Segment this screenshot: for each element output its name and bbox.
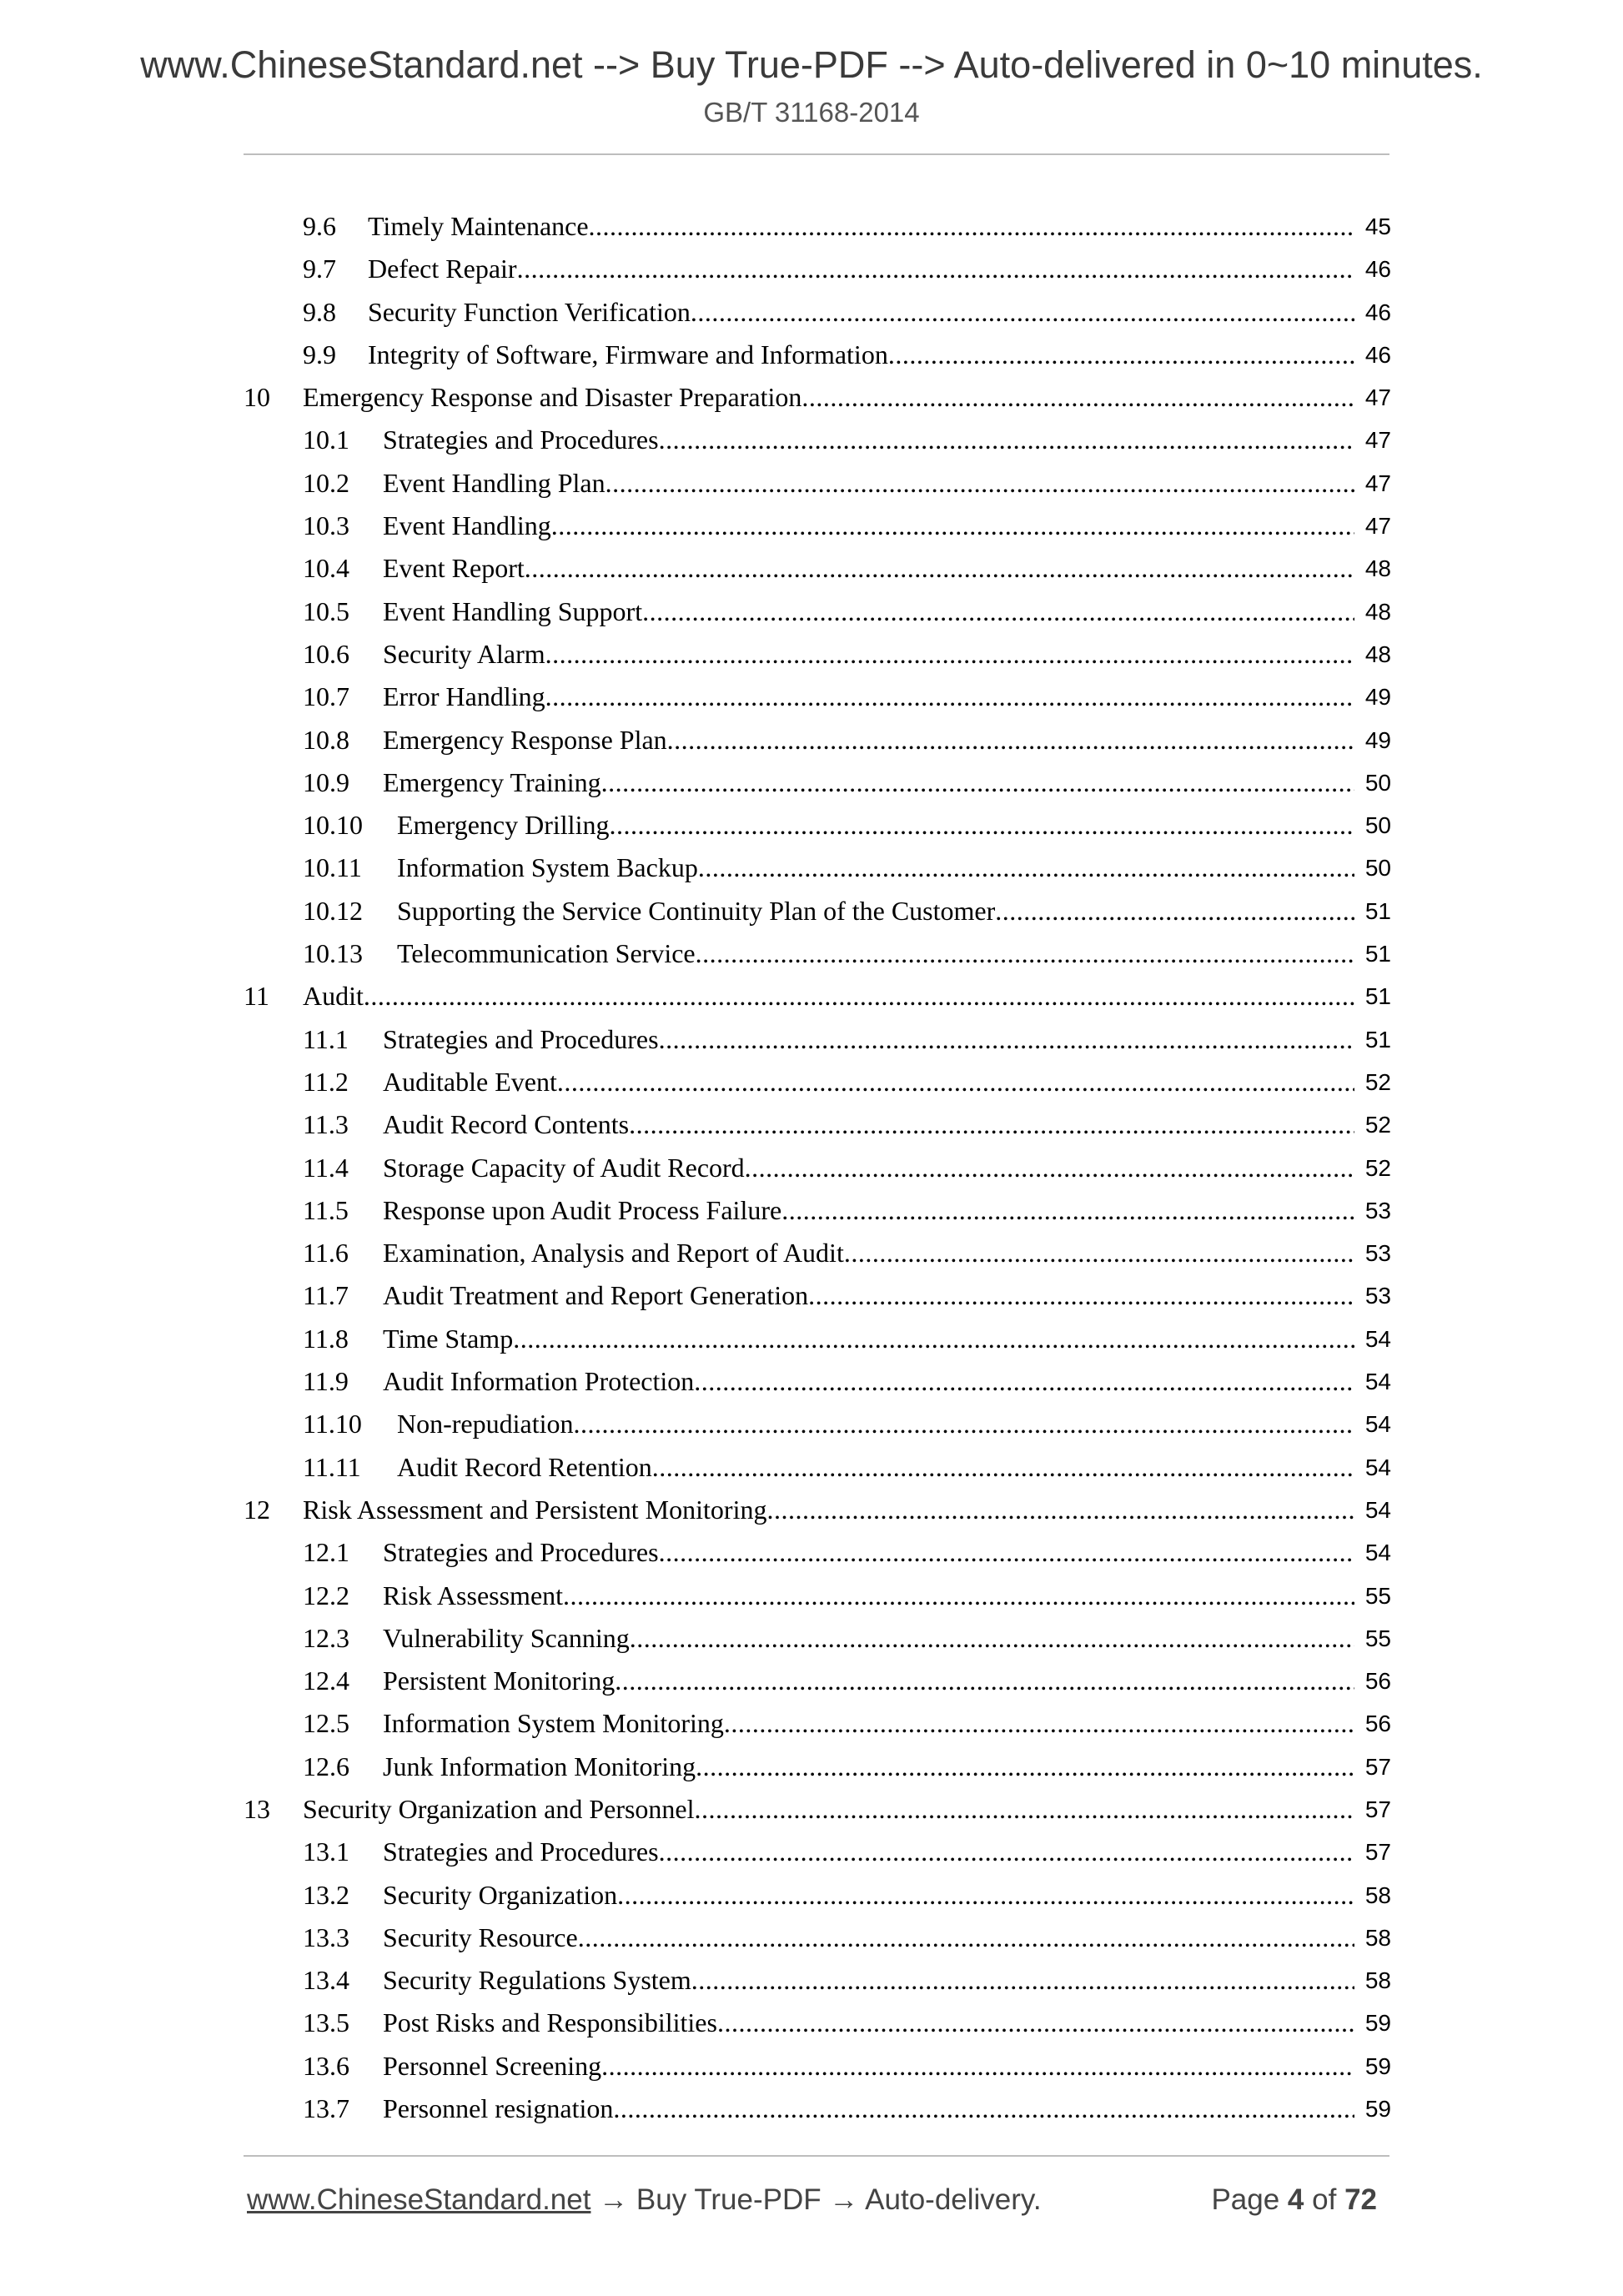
footer-divider [244, 2155, 1389, 2157]
toc-entry-page: 48 [1364, 555, 1391, 582]
toc-entry-title-line [383, 1147, 1354, 1189]
toc-entry-page: 47 [1364, 384, 1391, 411]
dot-leader [630, 1617, 1354, 1660]
toc-entry-page: 46 [1364, 341, 1391, 368]
toc-entry[interactable] [0, 1660, 1623, 1702]
toc-entry-number: 13.6 [303, 2050, 349, 2081]
dot-leader [844, 1232, 1354, 1274]
dot-leader [601, 761, 1354, 804]
toc-entry-page: 47 [1364, 470, 1391, 496]
toc-entry-title-line [303, 376, 1354, 419]
toc-entry-page: 58 [1364, 1882, 1391, 1908]
toc-entry-title-line [383, 505, 1354, 547]
toc-entry-number: 10.8 [303, 724, 349, 755]
toc-entry-title: Security Organization [383, 1879, 618, 1910]
toc-entry-number: 11.9 [303, 1366, 349, 1397]
toc-entry[interactable] [0, 932, 1623, 975]
toc-entry[interactable] [0, 248, 1623, 290]
toc-entry-title: Risk Assessment [383, 1580, 564, 1610]
dot-leader [525, 547, 1354, 590]
toc-entry-title-line [383, 1660, 1354, 1702]
dot-leader [513, 1318, 1354, 1360]
toc-entry[interactable] [0, 633, 1623, 676]
toc-entry-title: Audit Record Contents [383, 1109, 630, 1140]
dot-leader [517, 248, 1354, 290]
toc-entry[interactable] [0, 590, 1623, 633]
toc-entry-title-line [383, 462, 1354, 505]
toc-entry-title-line [383, 1874, 1354, 1917]
toc-entry-title-line [383, 2088, 1354, 2130]
dot-leader [695, 1788, 1354, 1831]
dot-leader [696, 932, 1354, 975]
toc-entry-page: 54 [1364, 1369, 1391, 1395]
toc-entry-number: 12.1 [303, 1537, 349, 1568]
toc-entry-title: Personnel Screening [383, 2050, 602, 2081]
toc-entry-title: Strategies and Procedures [383, 425, 659, 455]
toc-entry-page: 52 [1364, 1068, 1391, 1095]
toc-entry-page: 46 [1364, 256, 1391, 283]
toc-entry-title: Audit Record Retention [397, 1451, 652, 1482]
toc-entry-page: 55 [1364, 1625, 1391, 1651]
dot-leader [745, 1147, 1354, 1189]
toc-entry-page: 55 [1364, 1582, 1391, 1609]
toc-entry[interactable] [0, 847, 1623, 889]
toc-entry-title-line [383, 1232, 1354, 1274]
toc-entry[interactable] [0, 1831, 1623, 1873]
toc-entry-title: Strategies and Procedures [383, 1836, 659, 1867]
dot-leader [659, 1831, 1354, 1873]
dot-leader [694, 1360, 1354, 1403]
toc-entry-page: 45 [1364, 214, 1391, 239]
toc-entry-title-line [383, 1274, 1354, 1317]
dot-leader [659, 419, 1354, 461]
toc-entry-title: Risk Assessment and Persistent Monitoring [303, 1494, 767, 1525]
toc-entry-number: 10.3 [303, 510, 349, 541]
toc-entry-page: 54 [1364, 1496, 1391, 1523]
toc-entry[interactable] [0, 2045, 1623, 2088]
footer-left [247, 2183, 1042, 2217]
toc-entry-title: Supporting the Service Continuity Plan of the Customer [397, 895, 996, 926]
toc-entry-number: 13.1 [303, 1836, 349, 1867]
toc-entry[interactable] [0, 1318, 1623, 1360]
toc-entry-title-line [383, 1318, 1354, 1360]
toc-entry[interactable] [0, 1617, 1623, 1660]
toc-entry-number: 13.2 [303, 1879, 349, 1910]
toc-entry-page: 51 [1364, 1026, 1391, 1053]
toc-entry-title-line [383, 2045, 1354, 2088]
toc-entry-number: 9.6 [303, 211, 336, 241]
page-current: 4 [1287, 2183, 1304, 2216]
toc-entry[interactable] [0, 1103, 1623, 1146]
toc-entry-title: Junk Information Monitoring [383, 1751, 696, 1781]
toc-entry-number: 11.10 [303, 1409, 362, 1439]
toc-entry[interactable] [0, 890, 1623, 932]
toc-entry[interactable] [0, 1446, 1623, 1489]
dot-leader [659, 1018, 1354, 1061]
toc-entry-page: 56 [1364, 1711, 1391, 1737]
toc-entry[interactable] [0, 334, 1623, 376]
toc-entry[interactable] [0, 291, 1623, 334]
toc-entry[interactable] [0, 1403, 1623, 1445]
toc-entry-title: Strategies and Procedures [383, 1537, 659, 1568]
toc-entry[interactable] [0, 761, 1623, 804]
toc-entry-number: 10.10 [303, 810, 363, 841]
toc-entry-number: 13.5 [303, 2007, 349, 2038]
toc-entry[interactable] [0, 676, 1623, 718]
dot-leader [605, 462, 1354, 505]
toc-entry-page: 48 [1364, 598, 1391, 625]
toc-entry[interactable] [0, 1360, 1623, 1403]
toc-entry-number: 12.3 [303, 1622, 349, 1653]
toc-entry-title: Timely Maintenance [368, 211, 589, 241]
toc-entry-page: 58 [1364, 1924, 1391, 1951]
toc-entry-number: 10.9 [303, 766, 349, 797]
dot-leader [888, 334, 1354, 376]
toc-entry[interactable] [0, 804, 1623, 847]
toc-entry-page: 57 [1364, 1796, 1391, 1822]
toc-entry[interactable] [0, 2002, 1623, 2044]
footer-tagline: → Buy True-PDF → Auto-delivery. [590, 2183, 1042, 2216]
toc-entry[interactable] [0, 1746, 1623, 1788]
dot-leader [781, 1189, 1354, 1232]
toc-entry-number: 9.9 [303, 339, 336, 369]
toc-entry[interactable] [0, 1018, 1623, 1061]
toc-entry-page: 51 [1364, 897, 1391, 924]
dot-leader [801, 376, 1354, 419]
dot-leader [551, 505, 1354, 547]
toc-entry-page: 59 [1364, 2096, 1391, 2123]
toc-entry-number: 11.2 [303, 1066, 349, 1097]
page-total: 72 [1344, 2183, 1377, 2216]
toc-entry-title-line [368, 291, 1354, 334]
toc-entry-title: Security Function Verification [368, 296, 691, 327]
toc-entry-title: Audit [303, 981, 364, 1012]
footer-site-link[interactable]: www.ChineseStandard.net [247, 2183, 591, 2216]
toc-entry[interactable] [0, 1189, 1623, 1232]
dot-leader [995, 890, 1354, 932]
toc-entry[interactable] [0, 1959, 1623, 2002]
toc-entry-number: 13.3 [303, 1922, 349, 1952]
toc-entry-title-line [383, 1531, 1354, 1574]
toc-entry-title-line [397, 1403, 1354, 1445]
toc-entry-number: 12.4 [303, 1665, 349, 1696]
toc-entry-title-line [383, 1103, 1354, 1146]
toc-entry[interactable] [0, 205, 1623, 248]
toc-entry-page: 52 [1364, 1112, 1391, 1138]
toc-entry-number: 11.8 [303, 1323, 349, 1354]
dot-leader [659, 1531, 1354, 1574]
toc-entry[interactable] [0, 1531, 1623, 1574]
toc-entry-number: 10.7 [303, 681, 349, 712]
toc-entry-title-line [368, 334, 1354, 376]
toc-entry[interactable] [0, 505, 1623, 547]
toc-entry-number: 12.2 [303, 1580, 349, 1610]
dot-leader [545, 633, 1354, 676]
dot-leader [557, 1061, 1354, 1103]
toc-entry-title-line [368, 248, 1354, 290]
toc-entry-page: 52 [1364, 1154, 1391, 1181]
toc-entry[interactable] [0, 462, 1623, 505]
toc-entry-title: Response upon Audit Process Failure [383, 1194, 782, 1225]
toc-entry-title: Strategies and Procedures [383, 1023, 659, 1054]
toc-entry-page: 53 [1364, 1197, 1391, 1223]
toc-entry-title-line [383, 547, 1354, 590]
toc-entry-title: Telecommunication Service [397, 938, 696, 969]
toc-entry[interactable] [0, 1575, 1623, 1617]
toc-entry[interactable] [0, 376, 1623, 419]
toc-entry-title: Security Alarm [383, 638, 545, 669]
dot-leader [609, 804, 1354, 847]
toc-entry-number: 11.3 [303, 1109, 349, 1140]
toc-entry-title: Error Handling [383, 681, 545, 712]
toc-entry[interactable] [0, 1917, 1623, 1959]
toc-entry-number: 10.5 [303, 595, 349, 626]
dot-leader [578, 1917, 1354, 1959]
toc-entry-title: Information System Monitoring [383, 1708, 724, 1739]
toc-entry-title: Defect Repair [368, 254, 517, 284]
toc-entry-number: 10 [244, 382, 270, 413]
toc-entry-title: Audit Treatment and Report Generation [383, 1280, 809, 1311]
toc-entry-title-line [383, 676, 1354, 718]
toc-entry[interactable] [0, 1874, 1623, 1917]
toc-entry-number: 11.7 [303, 1280, 349, 1311]
toc-entry-title-line [383, 1018, 1354, 1061]
toc-entry-title: Time Stamp [383, 1323, 514, 1354]
toc-entry-page: 56 [1364, 1668, 1391, 1695]
dot-leader [364, 975, 1354, 1017]
toc-entry-title: Security Resource [383, 1922, 578, 1952]
toc-entry-title: Security Regulations System [383, 1965, 691, 1996]
toc-entry-title: Security Organization and Personnel [303, 1793, 695, 1824]
toc-entry-number: 11.11 [303, 1451, 361, 1482]
dot-leader [691, 291, 1354, 334]
toc-entry-number: 11.1 [303, 1023, 349, 1054]
toc-entry-title-line [383, 419, 1354, 461]
dot-leader [698, 847, 1354, 889]
header-divider [244, 153, 1389, 155]
toc-entry-number: 13 [244, 1793, 270, 1824]
toc-entry-title: Non-repudiation [397, 1409, 574, 1439]
toc-entry-title: Storage Capacity of Audit Record [383, 1152, 745, 1183]
of-word: of [1312, 2183, 1337, 2216]
toc-entry-title-line [383, 633, 1354, 676]
toc-entry-title-line [303, 1489, 1354, 1531]
toc-entry-page: 58 [1364, 1967, 1391, 1994]
dot-leader [545, 676, 1354, 718]
toc-entry-title-line [397, 804, 1354, 847]
toc-entry-number: 11.4 [303, 1152, 349, 1183]
toc-entry-page: 47 [1364, 513, 1391, 540]
toc-entry[interactable] [0, 1788, 1623, 1831]
toc-entry-number: 10.11 [303, 852, 362, 883]
toc-entry-title: Emergency Response Plan [383, 724, 667, 755]
toc-entry-title-line [383, 719, 1354, 761]
dot-leader [613, 2088, 1354, 2130]
header-banner: www.ChineseStandard.net --> Buy True-PDF --> Auto-delivered in 0~10 minutes. [140, 43, 1483, 86]
toc-entry-number: 10.12 [303, 895, 363, 926]
toc-entry-title: Event Handling Support [383, 595, 643, 626]
toc-entry-number: 10.4 [303, 553, 349, 584]
toc-entry[interactable] [0, 1489, 1623, 1531]
toc-entry-title: Post Risks and Responsibilities [383, 2007, 717, 2038]
toc-entry-title: Event Handling Plan [383, 467, 605, 498]
dot-leader [724, 1702, 1354, 1745]
toc-entry-title: Auditable Event [383, 1066, 557, 1097]
toc-entry-title-line [383, 1360, 1354, 1403]
toc-entry-title-line [383, 1702, 1354, 1745]
toc-entry-page: 59 [1364, 2052, 1391, 2079]
toc-entry[interactable] [0, 1061, 1623, 1103]
dot-leader [696, 1746, 1354, 1788]
dot-leader [691, 1959, 1354, 2002]
toc-entry-number: 13.7 [303, 2093, 349, 2124]
toc-entry-number: 12 [244, 1494, 270, 1525]
toc-entry-title: Audit Information Protection [383, 1366, 695, 1397]
toc-entry-title: Integrity of Software, Firmware and Information [368, 339, 888, 369]
dot-leader [574, 1403, 1355, 1445]
toc-entry-page: 54 [1364, 1540, 1391, 1566]
toc-entry-title: Emergency Drilling [397, 810, 610, 841]
toc-entry-page: 54 [1364, 1411, 1391, 1438]
toc-entry-page: 49 [1364, 684, 1391, 711]
toc-entry-title-line [397, 847, 1354, 889]
toc-entry-title-line [397, 932, 1354, 975]
dot-leader [652, 1446, 1354, 1489]
toc-entry-number: 11.5 [303, 1194, 349, 1225]
toc-entry-page: 53 [1364, 1240, 1391, 1267]
toc-entry-title-line [397, 1446, 1354, 1489]
toc-entry-title: Vulnerability Scanning [383, 1622, 630, 1653]
toc-entry[interactable] [0, 1147, 1623, 1189]
toc-entry-page: 46 [1364, 299, 1391, 325]
toc-entry-number: 10.2 [303, 467, 349, 498]
toc-entry-title-line [383, 1917, 1354, 1959]
dot-leader [629, 1103, 1354, 1146]
toc-entry-number: 10.13 [303, 938, 363, 969]
toc-entry[interactable] [0, 1274, 1623, 1317]
toc-entry[interactable] [0, 719, 1623, 761]
toc-entry-page: 57 [1364, 1839, 1391, 1866]
toc-entry-page: 54 [1364, 1454, 1391, 1480]
dot-leader [717, 2002, 1354, 2044]
page-indicator [1211, 2183, 1377, 2217]
toc-entry-title-line [383, 761, 1354, 804]
toc-entry-title-line [383, 1831, 1354, 1873]
toc-entry-title: Emergency Response and Disaster Preparation [303, 382, 802, 413]
dot-leader [808, 1274, 1354, 1317]
toc-entry-title-line [383, 1746, 1354, 1788]
toc-entry-number: 9.8 [303, 296, 336, 327]
toc-entry-page: 50 [1364, 812, 1391, 839]
dot-leader [601, 2045, 1354, 2088]
toc-entry-number: 11.6 [303, 1238, 349, 1269]
toc-entry[interactable] [0, 1702, 1623, 1745]
dot-leader [766, 1489, 1354, 1531]
toc-entry-number: 9.7 [303, 254, 336, 284]
toc-entry-title-line [303, 1788, 1354, 1831]
toc-entry-number: 10.1 [303, 425, 349, 455]
toc-entry-number: 13.4 [303, 1965, 349, 1996]
toc-entry-title-line [383, 1575, 1354, 1617]
toc-entry-page: 51 [1364, 983, 1391, 1010]
toc-entry-page: 49 [1364, 726, 1391, 753]
toc-entry-page: 53 [1364, 1283, 1391, 1309]
toc-entry-title-line [383, 1061, 1354, 1103]
dot-leader [617, 1874, 1354, 1917]
toc-entry-page: 48 [1364, 641, 1391, 667]
toc-entry-title: Event Handling [383, 510, 551, 541]
toc-entry-title: Personnel resignation [383, 2093, 614, 2124]
toc-entry-number: 11 [244, 981, 269, 1012]
toc-entry[interactable] [0, 975, 1623, 1017]
toc-entry-page: 51 [1364, 941, 1391, 967]
dot-leader [615, 1660, 1354, 1702]
toc-entry-page: 59 [1364, 2010, 1391, 2037]
toc-entry-title: Examination, Analysis and Report of Audit [383, 1238, 844, 1269]
toc-entry-title-line [383, 590, 1354, 633]
toc-entry-title-line [383, 1617, 1354, 1660]
toc-entry-title: Event Report [383, 553, 525, 584]
toc-entry-title-line [397, 890, 1354, 932]
dot-leader [667, 719, 1354, 761]
toc-entry[interactable] [0, 547, 1623, 590]
toc-entry[interactable] [0, 2088, 1623, 2130]
toc-entry-page: 54 [1364, 1325, 1391, 1352]
toc-entry[interactable] [0, 1232, 1623, 1274]
toc-entry[interactable] [0, 419, 1623, 461]
dot-leader [642, 590, 1354, 633]
toc-entry-title-line [383, 2002, 1354, 2044]
toc-entry-number: 12.5 [303, 1708, 349, 1739]
toc-entry-title-line [368, 205, 1354, 248]
toc-entry-title: Emergency Training [383, 766, 601, 797]
toc-entry-number: 12.6 [303, 1751, 349, 1781]
toc-entry-page: 47 [1364, 427, 1391, 454]
toc-entry-number: 10.6 [303, 638, 349, 669]
toc-entry-title-line [303, 975, 1354, 1017]
dot-leader [563, 1575, 1354, 1617]
toc-entry-title-line [383, 1959, 1354, 2002]
toc-entry-page: 57 [1364, 1753, 1391, 1780]
toc-entry-title: Information System Backup [397, 852, 698, 883]
toc-entry-title: Persistent Monitoring [383, 1665, 616, 1696]
toc-entry-page: 50 [1364, 769, 1391, 796]
table-of-contents [0, 205, 1623, 2130]
toc-entry-page: 50 [1364, 855, 1391, 882]
document-id: GB/T 31168-2014 [703, 97, 920, 128]
toc-entry-title-line [383, 1189, 1354, 1232]
dot-leader [589, 205, 1354, 248]
page-word: Page [1211, 2183, 1280, 2216]
